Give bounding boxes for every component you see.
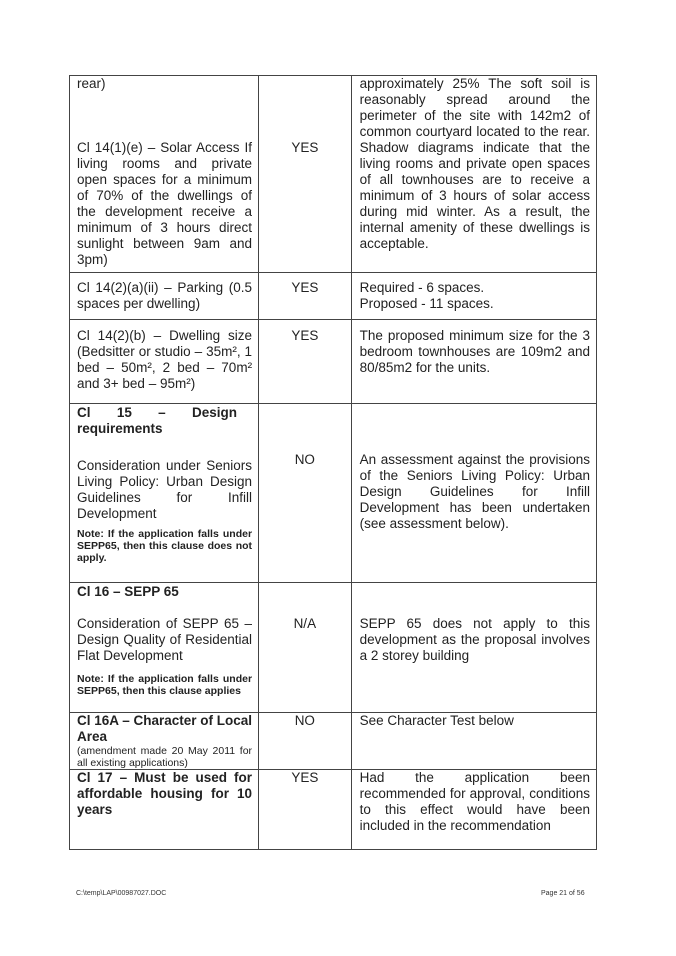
compliance-table [69, 75, 597, 850]
compliance-cell [259, 404, 352, 583]
criteria-cell [70, 273, 259, 320]
note-text: Note: If the application falls under SEPP65, then this clause does not apply. [77, 528, 253, 564]
details-text: approximately 25% The soft soil is reasonably spread around the perimeter of the site with 142m2 of common courtyard located to the rear. Shadow diagrams indicate that the living rooms and private open spaces of all townhouses are to receive a minimum of 3 hours of solar access during mid winter. As a result, the internal amenity of these dwellings is acceptable. [359, 76, 590, 251]
section-heading: Cl 15 – Design requirements [77, 405, 237, 436]
criteria-cell [70, 583, 259, 713]
criteria-text: Consideration of SEPP 65 – Design Quality of Residential Flat Development [77, 616, 253, 663]
compliance-cell [259, 770, 352, 850]
table-row [70, 320, 597, 404]
compliance-cell [259, 273, 352, 320]
section-heading: Cl 16A – Character of Local Area [77, 713, 253, 744]
compliance-cell [259, 76, 352, 273]
compliance-value: NO [294, 713, 315, 728]
details-cell [351, 273, 596, 320]
compliance-cell [259, 713, 352, 770]
details-cell [351, 320, 596, 404]
table-row [70, 404, 597, 583]
details-text: Had the application been recommended for approval, conditions to this effect would have been included in the recommendation [359, 770, 590, 833]
footer-file-path: C:\temp\LAP\00987027.DOC [76, 890, 167, 897]
details-cell [351, 770, 596, 850]
table-row [70, 770, 597, 850]
criteria-cell [70, 404, 259, 583]
table-row [70, 273, 597, 320]
details-text: The proposed minimum size for the 3 bedroom townhouses are 109m2 and 80/85m2 for the units. [359, 328, 590, 375]
criteria-cell [70, 320, 259, 404]
compliance-value: YES [291, 280, 319, 295]
compliance-cell [259, 583, 352, 713]
details-text: SEPP 65 does not apply to this development as the proposal involves a 2 storey building [359, 616, 590, 663]
compliance-value: YES [291, 770, 319, 785]
compliance-value: N/A [293, 616, 317, 631]
compliance-value: YES [291, 140, 319, 155]
criteria-cell [70, 76, 259, 273]
compliance-cell [259, 320, 352, 404]
compliance-value: YES [291, 328, 319, 343]
criteria-text: Cl 14(2)(b) – Dwelling size (Bedsitter or studio – 35m², 1 bed – 50m², 2 bed – 70m² and 3+ bed – 95m²) [77, 328, 253, 391]
details-cell [351, 713, 596, 770]
details-text: Required - 6 spaces. [359, 280, 485, 295]
details-cell [351, 76, 596, 273]
details-text: See Character Test below [359, 713, 514, 728]
table-row [70, 583, 597, 713]
details-text: An assessment against the provisions of the Seniors Living Policy: Urban Design Guidelines for Infill Development has been undertaken (see assessment below). [359, 452, 590, 531]
details-cell [351, 404, 596, 583]
details-cell [351, 583, 596, 713]
criteria-cell [70, 770, 259, 850]
amendment-text: (amendment made 20 May 2011 for all existing applications) [77, 745, 253, 769]
note-text: Note: If the application falls under SEPP65, then this clause applies [77, 673, 253, 697]
section-heading: Cl 17 – Must be used for affordable housing for 10 years [77, 770, 253, 817]
compliance-value: NO [294, 452, 315, 467]
criteria-cell [70, 713, 259, 770]
criteria-text: rear) [77, 76, 106, 91]
criteria-text: Cl 14(1)(e) – Solar Access If living rooms and private open spaces for a minimum of 70% of the dwellings of the development receive a minimum of 3 hours direct sunlight between 9am and 3pm) [77, 140, 253, 267]
table-row [70, 713, 597, 770]
footer-page-number: Page 21 of 56 [541, 890, 585, 897]
section-heading: Cl 16 – SEPP 65 [77, 584, 179, 599]
table-row [70, 76, 597, 273]
criteria-text: Consideration under Seniors Living Policy: Urban Design Guidelines for Infill Development [77, 458, 253, 521]
criteria-text: Cl 14(2)(a)(ii) – Parking (0.5 spaces per dwelling) [77, 280, 253, 311]
details-text: Proposed - 11 spaces. [359, 296, 494, 311]
